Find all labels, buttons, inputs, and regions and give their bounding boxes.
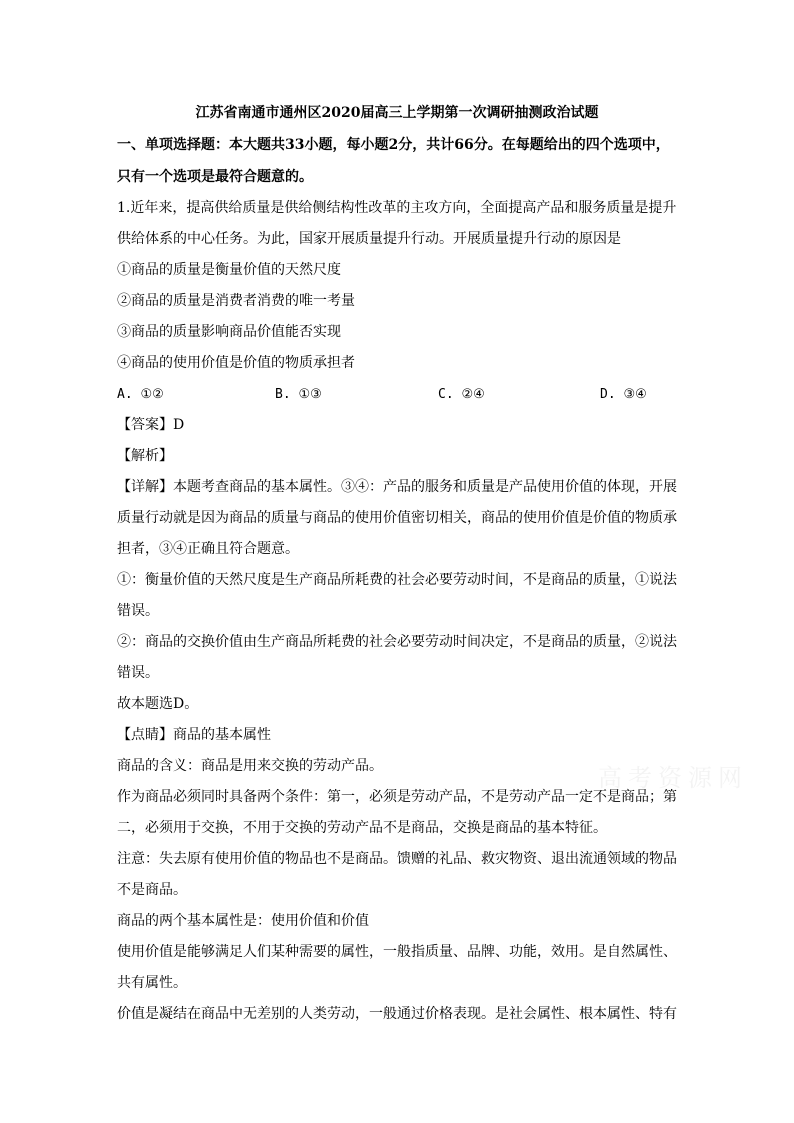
points-line-8: 共有属性。 (117, 975, 187, 991)
points-line-4: 注意：失去原有使用价值的物品也不是商品。馈赠的礼品、救灾物资、退出流通领域的物品 (117, 851, 677, 867)
option-d: D. ③④ (600, 387, 647, 402)
statement-2: ②商品的质量是消费者消费的唯一考量 (117, 293, 355, 309)
points-line-3: 二，必须用于交换，不用于交换的劳动产品不是商品，交换是商品的基本特征。 (117, 820, 607, 836)
analysis-header: 【解析】 (117, 448, 173, 464)
question-stem-line-2: 供给体系的中心任务。为此，国家开展质量提升行动。开展质量提升行动的原因是 (117, 231, 621, 247)
section-header-line-2: 只有一个选项是最符合题意的。 (117, 169, 313, 185)
detail-line-4: ①：衡量价值的天然尺度是生产商品所耗费的社会必要劳动时间，不是商品的质量，①说法 (117, 572, 677, 588)
question-stem-line-1: 1.近年来，提高供给质量是供给侧结构性改革的主攻方向，全面提高产品和服务质量是提升 (117, 200, 677, 216)
section-header-line-1: 一、单项选择题：本大题共33小题，每小题2分，共计66分。在每题给出的四个选项中， (117, 137, 670, 153)
points-line-2: 作为商品必须同时具备两个条件：第一，必须是劳动产品，不是劳动产品一定不是商品；第 (117, 789, 677, 805)
points-line-1: 商品的含义：商品是用来交换的劳动产品。 (117, 758, 383, 774)
detail-line-7: 错误。 (117, 665, 159, 681)
points-line-6: 商品的两个基本属性是：使用价值和价值 (117, 913, 369, 929)
conclusion-line: 故本题选D。 (117, 696, 199, 712)
points-line-7: 使用价值是能够满足人们某种需要的属性，一般指质量、品牌、功能，效用。是自然属性、 (117, 944, 677, 960)
detail-line-3: 担者，③④正确且符合题意。 (117, 541, 299, 557)
points-line-9: 价值是凝结在商品中无差别的人类劳动，一般通过价格表现。是社会属性、根本属性、特有 (117, 1006, 677, 1022)
points-header: 【点睛】商品的基本属性 (117, 727, 271, 743)
detail-line-1: 【详解】本题考查商品的基本属性。③④：产品的服务和质量是产品使用价值的体现，开展 (117, 479, 677, 495)
points-line-5: 不是商品。 (117, 882, 187, 898)
option-c: C. ②④ (438, 387, 485, 402)
answer-line: 【答案】D (117, 417, 185, 433)
statement-1: ①商品的质量是衡量价值的天然尺度 (117, 262, 341, 278)
document-title: 江苏省南通市通州区2020届高三上学期第一次调研抽测政治试题 (195, 105, 599, 121)
statement-3: ③商品的质量影响商品价值能否实现 (117, 324, 341, 340)
detail-line-5: 错误。 (117, 603, 159, 619)
option-a: A. ①② (117, 387, 164, 402)
detail-line-2: 质量行动就是因为商品的质量与商品的使用价值密切相关，商品的使用价值是价值的物质承 (117, 510, 677, 526)
watermark: 高考资源网 (598, 764, 748, 792)
detail-line-6: ②：商品的交换价值由生产商品所耗费的社会必要劳动时间决定，不是商品的质量，②说法 (117, 634, 677, 650)
statement-4: ④商品的使用价值是价值的物质承担者 (117, 355, 355, 371)
option-b: B. ①③ (275, 387, 322, 402)
